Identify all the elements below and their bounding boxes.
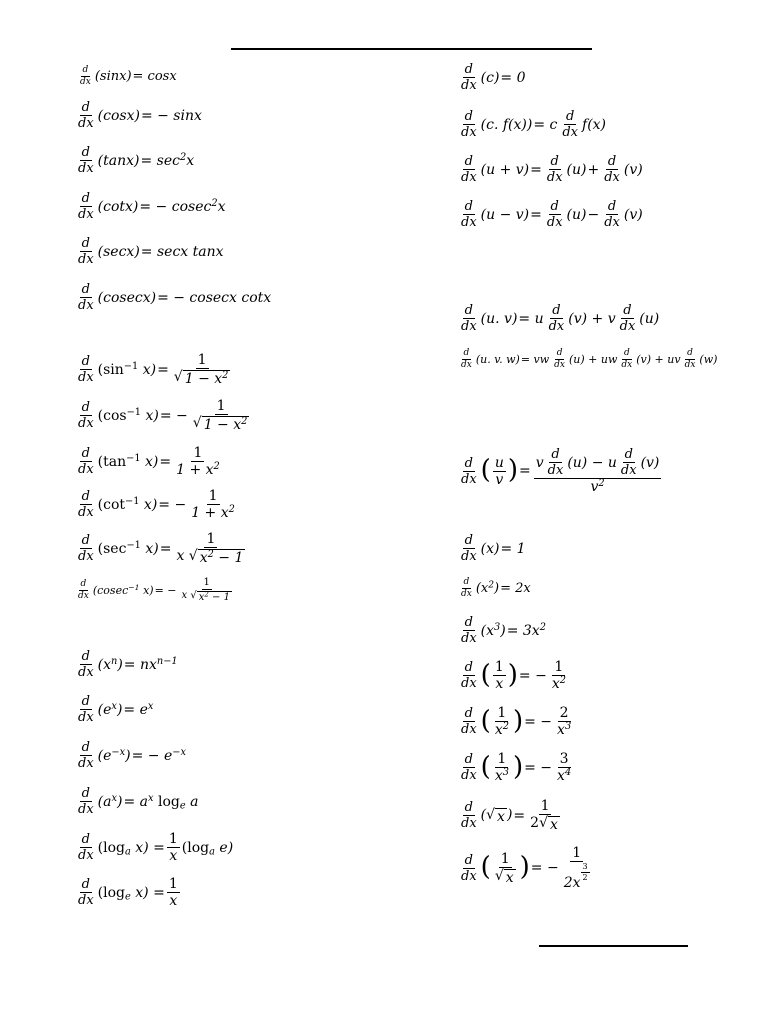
d-dx: $\frac{d}{dx}$ [78, 446, 94, 477]
formula-d-arcsec [74, 532, 249, 565]
d-dx: $\frac{d}{dx}$ [78, 694, 94, 725]
d-dx: $\frac{d}{dx}$ [78, 832, 94, 863]
d-dx: $\frac{d}{dx}$ [554, 348, 566, 370]
formula-d-constant [457, 63, 527, 92]
equals: = − [159, 407, 188, 424]
formula-d-arcsin [74, 353, 234, 386]
argument: (secx) [97, 243, 140, 260]
d-dx: $\frac{d}{dx}$ [461, 199, 477, 230]
term-u: (u) [566, 206, 587, 223]
argument: $(e^x)$ [97, 700, 123, 718]
formula-d-sinx [76, 66, 178, 87]
sqrt-icon: √ x [539, 815, 558, 833]
formula-d-cotx [74, 192, 226, 221]
d-dx: $\frac{d}{dx}$ [604, 199, 620, 230]
d-dx: $\frac{d}{dx}$ [604, 154, 620, 185]
formula-d-e-power-minus-x [74, 741, 187, 770]
argument: $(x^3)$ [480, 621, 506, 639]
d-dx: $\frac{d}{dx}$ [619, 303, 636, 334]
d-dx: $\frac{d}{dx}$ [80, 65, 91, 87]
argument: ($\log_a$ x) = [97, 839, 165, 857]
argument: $(e^{-x})$ [97, 746, 131, 764]
equals: = [530, 161, 542, 178]
result-fraction: 1 2x $\frac{3}{2}$ [563, 845, 588, 891]
term-end: (u) [639, 310, 660, 327]
result: = $nx^{n-1}$ [123, 655, 178, 673]
formula-d-a-power-x [74, 787, 199, 816]
d-dx: $\frac{d}{dx}$ [78, 579, 89, 601]
argument: ($\cos^{-1}$ x) [97, 406, 159, 424]
result-fraction: 1 x √ $x^2 - 1$ [181, 577, 230, 603]
d-dx: $\frac{d}{dx}$ [461, 62, 477, 93]
argument: (cosec$^{-1}$ x) [92, 583, 154, 597]
argument: $(a^x)$ [97, 792, 123, 810]
result: = cosx [132, 69, 177, 84]
operator: + [587, 161, 600, 178]
argument: ($\log_e$ x) = [97, 884, 165, 902]
d-dx: $\frac{d}{dx}$ [461, 706, 477, 737]
formula-d-tanx [74, 146, 195, 175]
result-fraction: v $\frac{d}{dx}$ (u) − u $\frac{d}{dx}$ (v) $v^2$ [535, 447, 660, 495]
formula-d-x-power-n [74, 650, 179, 679]
term-3: (w) [699, 353, 718, 366]
equals: = [513, 807, 526, 824]
d-dx: $\frac{d}{dx}$ [461, 577, 472, 599]
equals: = − [154, 584, 177, 597]
equals: = [157, 361, 169, 378]
term-v: (v) [623, 161, 643, 178]
equals: = [159, 540, 172, 557]
equals: = − [524, 759, 553, 776]
term-u: (u) [566, 161, 587, 178]
result-fraction: $\frac{1}{x}$ [168, 876, 178, 909]
result: = − $e^{-x}$ [131, 746, 186, 764]
formula-d-arctan [74, 446, 224, 477]
formula-d-log-a-x [74, 832, 233, 863]
term-1: (u) + uw [569, 353, 618, 366]
d-dx: $\frac{d}{dx}$ [461, 109, 477, 140]
formula-d-quotient: $\frac{d}{dx}$ ( $\frac{u}{v}$ ) = v $\frac{d}{dx}$ (u) − u $\frac{d}{dx}$ (v) $v^2$ [461, 447, 660, 495]
argument: ($\tan^{-1}$ x) [97, 452, 159, 470]
formula-d-arccosec [74, 578, 236, 603]
argument: (cosx) [97, 107, 140, 124]
formula-d-one-over-x-cubed: $\frac{d}{dx}$ ( $\frac{1}{x^3}$ ) = − $\frac{3}{x^4}$ [461, 751, 572, 784]
formula-d-arccos [74, 399, 253, 432]
u-over-v: $\frac{u}{v}$ [494, 454, 504, 488]
equals: = − [518, 667, 547, 684]
result: = − cosecx cotx [157, 289, 272, 306]
d-dx: $\frac{d}{dx}$ [78, 282, 94, 313]
formula-d-one-over-sqrt-x: $\frac{d}{dx}$ ( 1 √ x ) = − 1 2x $\frac{3}{2}$ [457, 846, 594, 890]
sqrt-icon: √ $x^2 - 1$ [188, 548, 244, 566]
d-dx: $\frac{d}{dx}$ [461, 800, 477, 831]
argument-fraction: $\frac{1}{x^2}$ [494, 705, 509, 738]
d-dx: $\frac{d}{dx}$ [78, 236, 94, 267]
result-fraction: $\frac{1}{x}$ [168, 831, 178, 864]
formula-d-x-squared [457, 578, 532, 599]
formula-d-product [457, 304, 659, 333]
d-dx: $\frac{d}{dx}$ [461, 660, 477, 691]
result: = − cosec$^2$x [139, 197, 226, 215]
result: = $3x^2$ [506, 621, 546, 639]
result: f(x) [582, 116, 607, 133]
term-v: (v) [623, 206, 643, 223]
sqrt-icon: √ $1 - x^2$ [173, 369, 229, 387]
d-dx: $\frac{d}{dx}$ [78, 191, 94, 222]
d-dx: $\frac{d}{dx}$ [684, 348, 696, 370]
formula-d-log-e-x [74, 877, 182, 908]
equals: = vw [520, 353, 550, 366]
d-dx: $\frac{d}{dx}$ [78, 786, 94, 817]
d-dx: $\frac{d}{dx}$ [78, 649, 94, 680]
argument: $(x^n)$ [97, 655, 123, 673]
d-dx: $\frac{d}{dx}$ [78, 400, 94, 431]
d-dx: $\frac{d}{dx}$ [461, 303, 477, 334]
d-dx: $\frac{d}{dx}$ [562, 109, 579, 140]
argument: (c) [480, 69, 500, 86]
sqrt-icon: √ x [486, 806, 505, 825]
term-2: (v) + uv [636, 353, 681, 366]
argument: (sinx) [94, 69, 132, 84]
formula-d-constant-multiple [457, 110, 606, 139]
argument: (x) [480, 540, 500, 557]
formula-d-sum [457, 155, 643, 184]
equals: = u [518, 310, 544, 327]
d-dx: $\frac{d}{dx}$ [78, 877, 94, 908]
d-dx: $\frac{d}{dx}$ [461, 455, 477, 487]
d-dx: $\frac{d}{dx}$ [78, 533, 94, 564]
equals: = [159, 453, 172, 470]
operator: − [587, 206, 600, 223]
argument: (cosecx) [97, 289, 157, 306]
d-dx: $\frac{d}{dx}$ [78, 100, 94, 131]
equals: = [530, 206, 542, 223]
result: = 1 [500, 540, 526, 557]
argument: (u + v) [480, 161, 530, 178]
d-dx: $\frac{d}{dx}$ [78, 145, 94, 176]
d-dx: $\frac{d}{dx}$ [461, 348, 472, 370]
argument: (u. v) [480, 310, 518, 327]
sqrt-icon: √ $1 - x^2$ [192, 415, 248, 433]
d-dx: $\frac{d}{dx}$ [546, 199, 563, 230]
argument-fraction: $\frac{1}{x}$ [494, 659, 504, 692]
d-dx: $\frac{d}{dx}$ [78, 489, 94, 520]
result-fraction: 1 √ $1 - x^2$ [173, 352, 229, 387]
argument: (cotx) [97, 198, 139, 215]
result: = $e^x$ [123, 700, 154, 718]
result-log: ($\log_a$ e) [181, 839, 234, 857]
argument: $(x^2)$ [475, 580, 500, 596]
result-fraction: $\frac{1}{x^2}$ [551, 659, 566, 692]
formula-d-x-cubed [457, 616, 547, 645]
argument: (u. v. w) [475, 353, 520, 366]
d-dx: $\frac{d}{dx}$ [621, 348, 633, 370]
result: = $a^x$ $\log_e a$ [123, 792, 199, 811]
result: = secx tanx [140, 243, 224, 260]
sqrt-icon: √ $x^2 - 1$ [190, 590, 230, 603]
argument: ($\sec^{-1}$ x) [97, 539, 159, 557]
formula-d-secx [74, 237, 225, 266]
formula-d-arccot [74, 489, 239, 520]
result: = − sinx [140, 107, 202, 124]
formula-d-one-over-x-squared: $\frac{d}{dx}$ ( $\frac{1}{x^2}$ ) = − $\frac{2}{x^3}$ [461, 705, 572, 738]
argument-fraction: $\frac{1}{x^3}$ [494, 751, 509, 784]
formula-d-triple-product [457, 349, 717, 370]
equals: = [519, 463, 531, 479]
d-dx: $\frac{d}{dx}$ [78, 740, 94, 771]
result-fraction: $\frac{1}{1 + x^2}$ [176, 445, 220, 478]
equals: = − [530, 860, 559, 876]
result-fraction: $\frac{1}{1 + x^2}$ [191, 488, 235, 521]
formula-d-one-over-x: $\frac{d}{dx}$ ( $\frac{1}{x}$ ) = − $\frac{1}{x^2}$ [461, 659, 566, 692]
result-fraction: 1 x √ $x^2 - 1$ [176, 531, 244, 566]
d-dx: $\frac{d}{dx}$ [461, 752, 477, 783]
result: = 2x [500, 581, 531, 596]
argument: ($\cot^{-1}$ x) [97, 495, 158, 513]
result-fraction: 1 √ $1 - x^2$ [192, 398, 248, 433]
argument: ($\sin^{-1}$ x) [97, 360, 157, 378]
d-dx: $\frac{d}{dx}$ [78, 354, 94, 385]
d-dx: $\frac{d}{dx}$ [546, 154, 563, 185]
formula-d-cosecx [74, 283, 272, 312]
d-dx: $\frac{d}{dx}$ [461, 533, 477, 564]
formula-d-cosx [74, 101, 203, 130]
d-dx: $\frac{d}{dx}$ [461, 852, 477, 884]
sqrt-icon: √ x [494, 867, 514, 886]
equals: = − [524, 713, 553, 730]
formula-d-difference [457, 200, 643, 229]
bottom-rule [539, 945, 688, 947]
result-fraction: $\frac{3}{x^4}$ [557, 751, 572, 784]
argument: (tanx) [97, 152, 140, 169]
equals: = c [533, 116, 558, 133]
result-fraction: 1 2 √ x [530, 798, 558, 833]
result: = $\sec^2x$ [140, 151, 195, 169]
formula-d-x [457, 534, 527, 563]
equals: = − [158, 496, 187, 513]
argument: (c. f(x)) [480, 116, 533, 133]
argument: ( √ x ) [480, 806, 513, 825]
term-mid: (v) + v [568, 310, 616, 327]
result-fraction: $\frac{2}{x^3}$ [557, 705, 572, 738]
d-dx: $\frac{d}{dx}$ [461, 154, 477, 185]
d-dx: $\frac{d}{dx}$ [461, 615, 477, 646]
formula-d-e-power-x [74, 695, 154, 724]
argument: (u − v) [480, 206, 530, 223]
result: = 0 [500, 69, 526, 86]
argument-fraction: 1 √ x [494, 850, 514, 886]
d-dx: $\frac{d}{dx}$ [548, 303, 565, 334]
top-rule [231, 48, 592, 50]
formula-d-sqrt-x [457, 799, 564, 832]
